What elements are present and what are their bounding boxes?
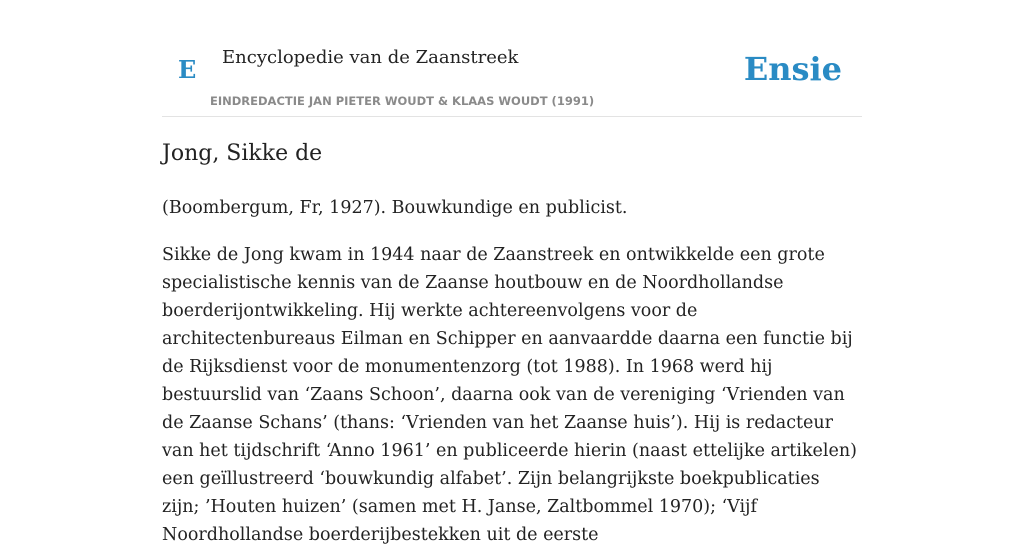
article-title: Jong, Sikke de — [162, 141, 323, 166]
logo-e-icon[interactable]: E — [178, 55, 197, 84]
encyclopedia-title[interactable]: Encyclopedie van de Zaanstreek — [222, 47, 519, 68]
editors-line: EINDREDACTIE JAN PIETER WOUDT & KLAAS WOUDT (1991) — [210, 94, 595, 108]
article-lead: (Boombergum, Fr, 1927). Bouwkundige en publicist. — [162, 198, 628, 218]
ensie-logo[interactable]: Ensie — [743, 50, 842, 88]
article-body: Sikke de Jong kwam in 1944 naar de Zaanstreek en ontwikkelde een grote specialistische kennis van de Zaanse houtbouw en de Noordhollandse boerderijontwikkeling. Hij werkte achtereenvolgens voor de architectenbureaus Eilman en Schipper en aanvaardde daarna een functie bij de Rijksdienst voor de monumentenzorg (tot 1988). In 1968 werd hij bestuurslid van ‘Zaans Schoon’, daarna ook van de vereniging ‘Vrienden van de Zaanse Schans’ (thans: ‘Vrienden van het Zaanse huis’). Hij is redacteur van het tijdschrift ‘Anno 1961’ en publiceerde hierin (naast ettelijke artikelen) een geïllustreerd ‘bouwkundig alfabet’. Zijn belangrijkste boekpublicaties zijn; ’Houten huizen’ (samen met H. Janse, Zaltbommel 1970); ‘Vijf Noordhollandse boerderijbestekken uit de eerste — [162, 245, 857, 545]
article — [162, 136, 862, 549]
site-header — [162, 0, 862, 117]
